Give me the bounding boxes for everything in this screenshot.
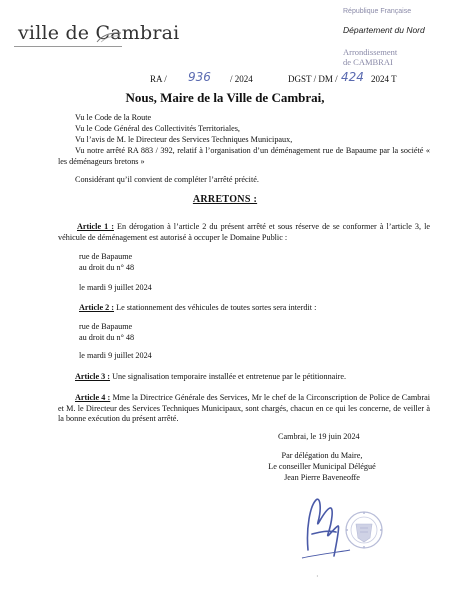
article-1-label: Article 1 : [77, 222, 114, 231]
article-4-text: Mme la Directrice Générale des Services, Mr le chef de la Circonscription de Police de Cambrai et M. le Directeur des Services Techniques Municipaux, sont chargés, chacun en ce qui les concerne, de veiller à la bonne exécution du présent arrêté. [58, 393, 430, 424]
visa-line: Vu le Code de la Route [75, 113, 152, 122]
article-2-date: le mardi 9 juillet 2024 [79, 351, 152, 360]
footer-mark: · [316, 572, 319, 581]
arretons-heading: ARRETONS : [192, 194, 258, 205]
ra-number-handwritten: 936 [188, 70, 211, 84]
departement-label: Département du Nord [343, 25, 425, 35]
signature-and-seal-image [290, 488, 390, 568]
dgst-year: 2024 T [371, 74, 397, 84]
article-2 [79, 303, 316, 314]
article-1 [58, 222, 430, 243]
considerant-text: Considérant qu’il convient de compléter l’arrêté précité. [75, 175, 259, 184]
handwritten-signature [307, 499, 338, 556]
article-4-label: Article 4 : [75, 393, 111, 402]
article-1-text: En dérogation à l’article 2 du présent arrêté et sous réserve de se conformer à l’article 3, le véhicule de déménagement est autorisé à occuper le Domaine Public : [58, 222, 430, 242]
signature-place-date: Cambrai, le 19 juin 2024 [278, 432, 360, 441]
dgst-number-handwritten: 424 [341, 70, 364, 84]
signature-delegation: Par délégation du Maire, [281, 451, 363, 460]
page-title: Nous, Maire de la Ville de Cambrai, [125, 90, 325, 105]
article-2-text: Le stationnement des véhicules de toutes sortes sera interdit : [114, 303, 317, 312]
visa-line: Vu le Code Général des Collectivités Territoriales, [75, 124, 240, 133]
dgst-label: DGST / DM / [288, 74, 338, 84]
visa-line: Vu l’avis de M. le Directeur des Services Techniques Municipaux, [75, 135, 293, 144]
article-2-position: au droit du n° 48 [79, 333, 135, 342]
arrondissement-name: de CAMBRAI [343, 57, 393, 67]
official-seal-icon [346, 512, 382, 548]
article-3-text: Une signalisation temporaire installée et entretenue par le pétitionnaire. [110, 372, 346, 381]
ra-label: RA / [150, 74, 167, 84]
signature-name: Jean Pierre Baveneoffe [284, 473, 360, 482]
article-1-date: le mardi 9 juillet 2024 [79, 283, 152, 292]
article-4 [58, 393, 430, 425]
arrondissement-label: Arrondissement [343, 47, 398, 57]
city-logo-text: ville de Cambrai [18, 22, 180, 44]
ra-year: / 2024 [230, 74, 253, 84]
article-3 [75, 372, 346, 383]
republique-label: République Française [343, 8, 412, 15]
article-1-street: rue de Bapaume [79, 252, 133, 261]
article-2-label: Article 2 : [79, 303, 115, 312]
visa-line: Vu notre arrêté RA 883 / 392, relatif à l’organisation d’un déménagement rue de Bapaume par la société « les déménageurs bretons » [58, 146, 430, 166]
article-2-street: rue de Bapaume [79, 322, 133, 331]
logo-underline [14, 46, 122, 47]
signature-title: Le conseiller Municipal Délégué [268, 462, 376, 471]
article-1-position: au droit du n° 48 [79, 263, 135, 272]
logo-swoosh-icon [95, 30, 123, 44]
article-3-label: Article 3 : [75, 372, 111, 381]
